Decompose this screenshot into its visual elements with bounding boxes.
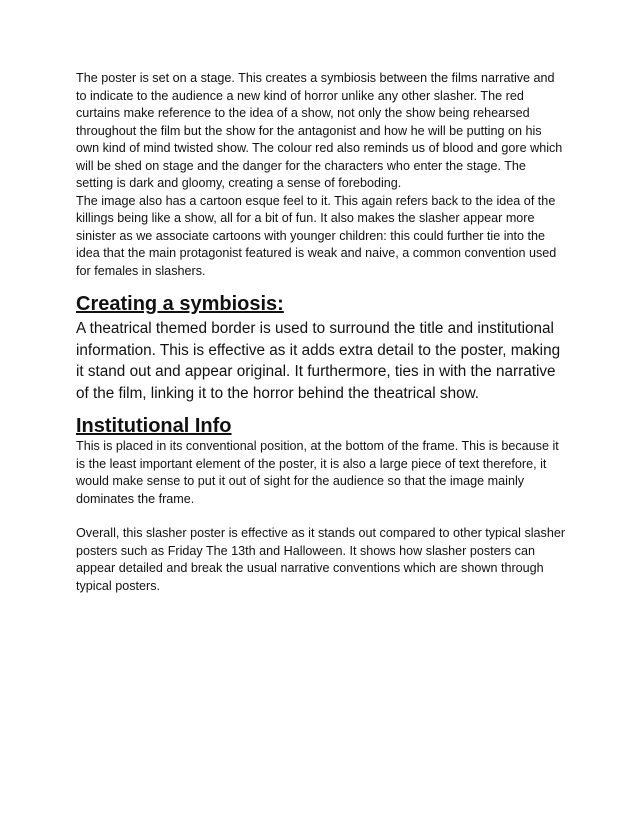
document-page <box>76 70 566 595</box>
intro-paragraph-stage: The poster is set on a stage. This creates a symbiosis between the films narrative and to indicate to the audience a new kind of horror unlike any other slasher. The red curtains make reference to the idea of a show, not only the show being rehearsed throughout the film but the show for the antagonist and how he will be putting on his own kind of mind twisted show. The colour red also reminds us of blood and gore which will be shed on stage and the danger for the characters who enter the stage. The setting is dark and gloomy, creating a sense of foreboding. <box>76 71 563 190</box>
intro-paragraph-cartoon: The image also has a cartoon esque feel to it. This again refers back to the idea of the killings being like a show, all for a bit of fun. It also makes the slasher appear more sinister as we associate cartoons with younger children: this could further tie into the idea that the main protagonist featured is weak and naive, a common convention used for females in slashers. <box>76 193 557 278</box>
section-heading-institutional-info: Institutional Info <box>76 415 232 437</box>
section-body-symbiosis: A theatrical themed border is used to surround the title and institutional information. This is effective as it adds extra detail to the poster, making it stand out and appear original. It furthermore, ties in with the narrative of the film, linking it to the horror behind the theatrical show. <box>76 320 561 402</box>
section-body-institutional-info: This is placed in its conventional position, at the bottom of the frame. This is because it is the least important element of the poster, it is also a large piece of text therefore, it would make sense to put it out of sight for the audience so that the image mainly dominates the frame. <box>76 439 559 506</box>
conclusion-paragraph: Overall, this slasher poster is effective as it stands out compared to other typical slasher posters such as Friday The 13th and Halloween. It shows how slasher posters can appear detailed and break the usual narrative conventions which are shown through typical posters. <box>76 526 566 593</box>
section-heading-symbiosis: Creating a symbiosis: <box>76 293 284 315</box>
